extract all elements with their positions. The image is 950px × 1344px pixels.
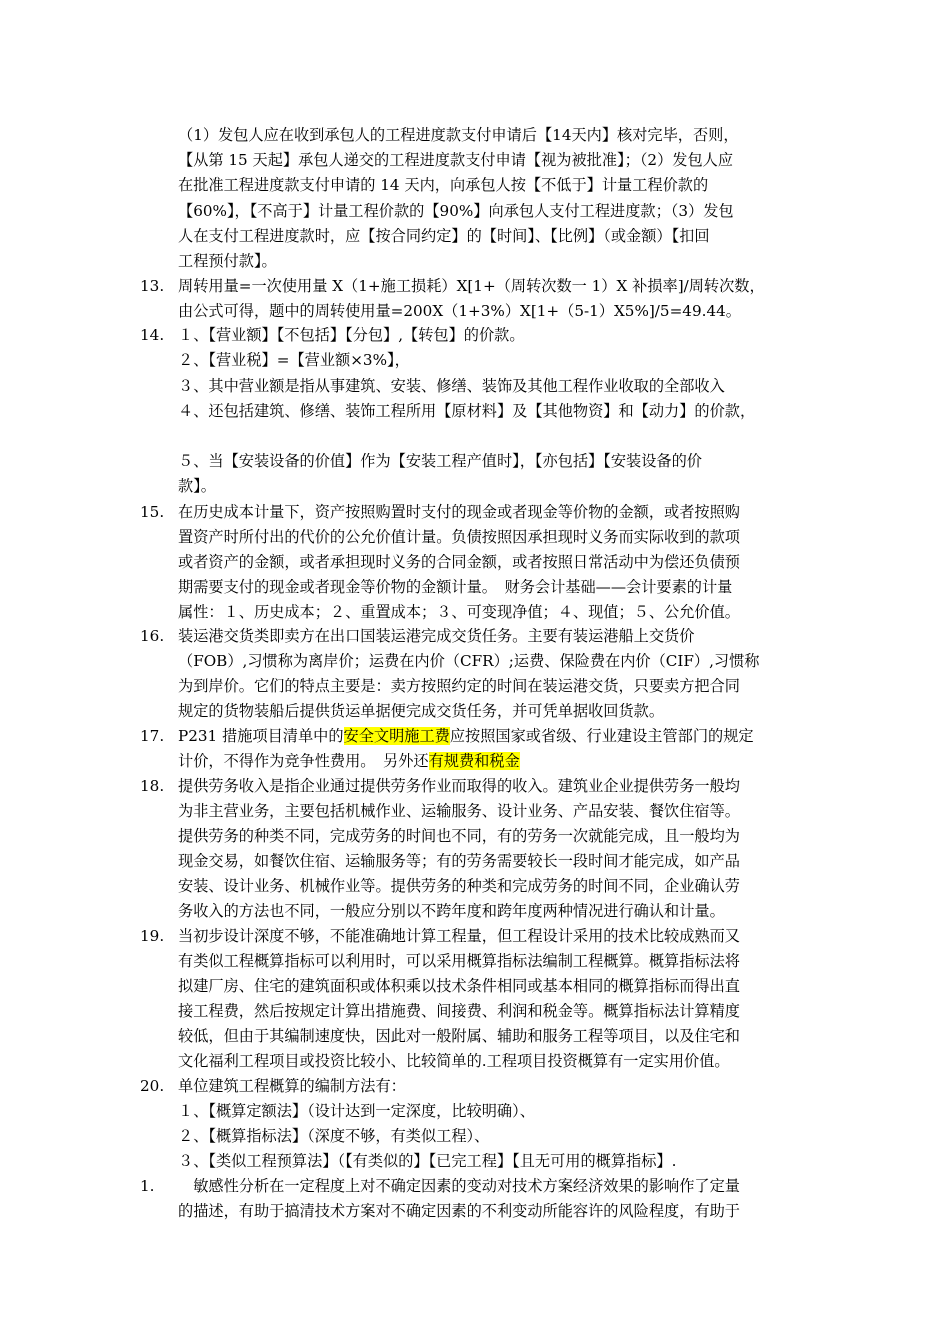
paragraph-line: 接工程费，然后按规定计算出措施费、间接费、利润和税金等。概算指标法计算精度 <box>178 1002 740 1020</box>
item-number: 16. <box>140 627 165 645</box>
paragraph-line: ５、当【安装设备的价值】作为【安装工程产值时】，【亦包括】【安装设备的价 <box>178 452 702 470</box>
paragraph-line: 有类似工程概算指标可以利用时，可以采用概算指标法编制工程概算。概算指标法将 <box>178 952 740 970</box>
text-run: 应按照国家或省级、行业建设主管部门的规定 <box>449 727 754 745</box>
paragraph-line: 安装、设计业务、机械作业等。提供劳务的种类和完成劳务的时间不同，企业确认劳 <box>178 877 740 895</box>
paragraph-line <box>178 724 754 749</box>
paragraph-line: 装运港交货类即卖方在出口国装运港完成交货任务。主要有装运港船上交货价 <box>178 627 695 645</box>
item-number: 17. <box>140 727 165 745</box>
paragraph-line: 敏感性分析在一定程度上对不确定因素的变动对技术方案经济效果的影响作了定量 <box>178 1177 740 1195</box>
paragraph-line: 工程预付款】。 <box>178 252 277 270</box>
paragraph-line: 当初步设计深度不够，不能准确地计算工程量，但工程设计采用的技术比较成熟而又 <box>178 927 740 945</box>
paragraph-line: 提供劳务的种类不同，完成劳务的时间也不同，有的劳务一次就能完成，且一般均为 <box>178 827 740 845</box>
paragraph-line: 由公式可得，题中的周转使用量=200X（1+3%）X[1+（5-1）X5%]/5=49.44。 <box>178 302 741 320</box>
paragraph-line: １、【概算定额法】（设计达到一定深度，比较明确）、 <box>178 1102 535 1120</box>
item-number: 14. <box>140 326 165 344</box>
item-number: 1. <box>140 1177 155 1195</box>
text-run: 计价，不得作为竞争性费用。 另外还 <box>178 752 429 770</box>
paragraph-line: ３、其中营业额是指从事建筑、安装、修缮、装饰及其他工程作业收取的全部收入 <box>178 377 725 395</box>
paragraph-line: 款】。 <box>178 477 216 495</box>
paragraph-line <box>178 749 520 774</box>
paragraph-line: 在批准工程进度款支付申请的 14 天内，向承包人按【不低于】计量工程价款的 <box>178 176 709 194</box>
paragraph-line: （1）发包人应在收到承包人的工程进度款支付申请后【14天内】核对完毕，否则， <box>178 126 739 144</box>
paragraph-line: ３、【类似工程预算法】（【有类似的】【已完工程】【且无可用的概算指标】. <box>178 1152 677 1170</box>
highlighted-text: 有规费和税金 <box>428 752 520 770</box>
paragraph-line: ４、还包括建筑、修缮、装饰工程所用【原材料】及【其他物资】和【动力】的价款， <box>178 402 756 420</box>
paragraph-line: 文化福利工程项目或投资比较小、比较简单的.工程项目投资概算有一定实用价值。 <box>178 1052 730 1070</box>
paragraph-line: 的描述，有助于搞清技术方案对不确定因素的不利变动所能容许的风险程度，有助于 <box>178 1202 740 1220</box>
text-run: P231 措施项目清单中的 <box>178 727 344 745</box>
paragraph-line: ２、【营业税】=【营业额×3%】， <box>178 351 410 369</box>
item-number: 19. <box>140 927 165 945</box>
paragraph-line: （FOB）,习惯称为离岸价；运费在内价（CFR）;运费、保险费在内价（CIF）,习惯称 <box>178 652 760 670</box>
paragraph-line: ２、【概算指标法】（深度不够，有类似工程）、 <box>178 1127 490 1145</box>
item-number: 20. <box>140 1077 165 1095</box>
paragraph-line: 现金交易，如餐饮住宿、运输服务等；有的劳务需要较长一段时间才能完成，如产品 <box>178 852 740 870</box>
paragraph-line: 在历史成本计量下，资产按照购置时支付的现金或者现金等价物的金额，或者按照购 <box>178 503 740 521</box>
paragraph-line: １、【营业额】【不包括】【分包】,【转包】的价款。 <box>178 326 525 344</box>
paragraph-line: 务收入的方法也不同，一般应分别以不跨年度和跨年度两种情况进行确认和计量。 <box>178 902 725 920</box>
paragraph-line: 【从第 15 天起】承包人递交的工程进度款支付申请【视为被批准】；（2）发包人应 <box>178 151 734 169</box>
highlighted-text: 安全文明施工费 <box>343 727 450 745</box>
paragraph-line: 规定的货物装船后提供货运单据便完成交货任务，并可凭单据收回货款。 <box>178 702 664 720</box>
paragraph-line: 单位建筑工程概算的编制方法有： <box>178 1077 406 1095</box>
paragraph-line: 拟建厂房、住宅的建筑面积或体积乘以技术条件相同或基本相同的概算指标而得出直 <box>178 977 740 995</box>
paragraph-line: 属性：１、历史成本；２、重置成本；３、可变现净值；４、现值；５、公允价值。 <box>178 603 740 621</box>
paragraph-line: 为到岸价。它们的特点主要是：卖方按照约定的时间在装运港交货，只要卖方把合同 <box>178 677 740 695</box>
paragraph-line: 周转用量=一次使用量 X（1+施工损耗）X[1+（周转次数一 1）X 补损率]/周转次数， <box>178 277 765 295</box>
item-number: 18. <box>140 777 165 795</box>
paragraph-line: 置资产时所付出的代价的公允价值计量。负债按照因承担现时义务而实际收到的款项 <box>178 528 740 546</box>
paragraph-line: 人在支付工程进度款时，应【按合同约定】的【时间】、【比例】（或金额）【扣回 <box>178 227 710 245</box>
item-number: 13. <box>140 277 165 295</box>
item-number: 15. <box>140 503 165 521</box>
paragraph-line: 提供劳务收入是指企业通过提供劳务作业而取得的收入。建筑业企业提供劳务一般均 <box>178 777 740 795</box>
paragraph-line: 期需要支付的现金或者现金等价物的金额计量。 财务会计基础——会计要素的计量 <box>178 578 733 596</box>
paragraph-line: 较低，但由于其编制速度快，因此对一般附属、辅助和服务工程等项目，以及住宅和 <box>178 1027 740 1045</box>
paragraph-line: 为非主营业务，主要包括机械作业、运输服务、设计业务、产品安装、餐饮住宿等。 <box>178 802 740 820</box>
paragraph-line: 或者资产的金额，或者承担现时义务的合同金额，或者按照日常活动中为偿还负债预 <box>178 553 740 571</box>
paragraph-line: 【60%】，【不高于】计量工程价款的【90%】向承包人支付工程进度款；（3）发包 <box>178 202 734 220</box>
